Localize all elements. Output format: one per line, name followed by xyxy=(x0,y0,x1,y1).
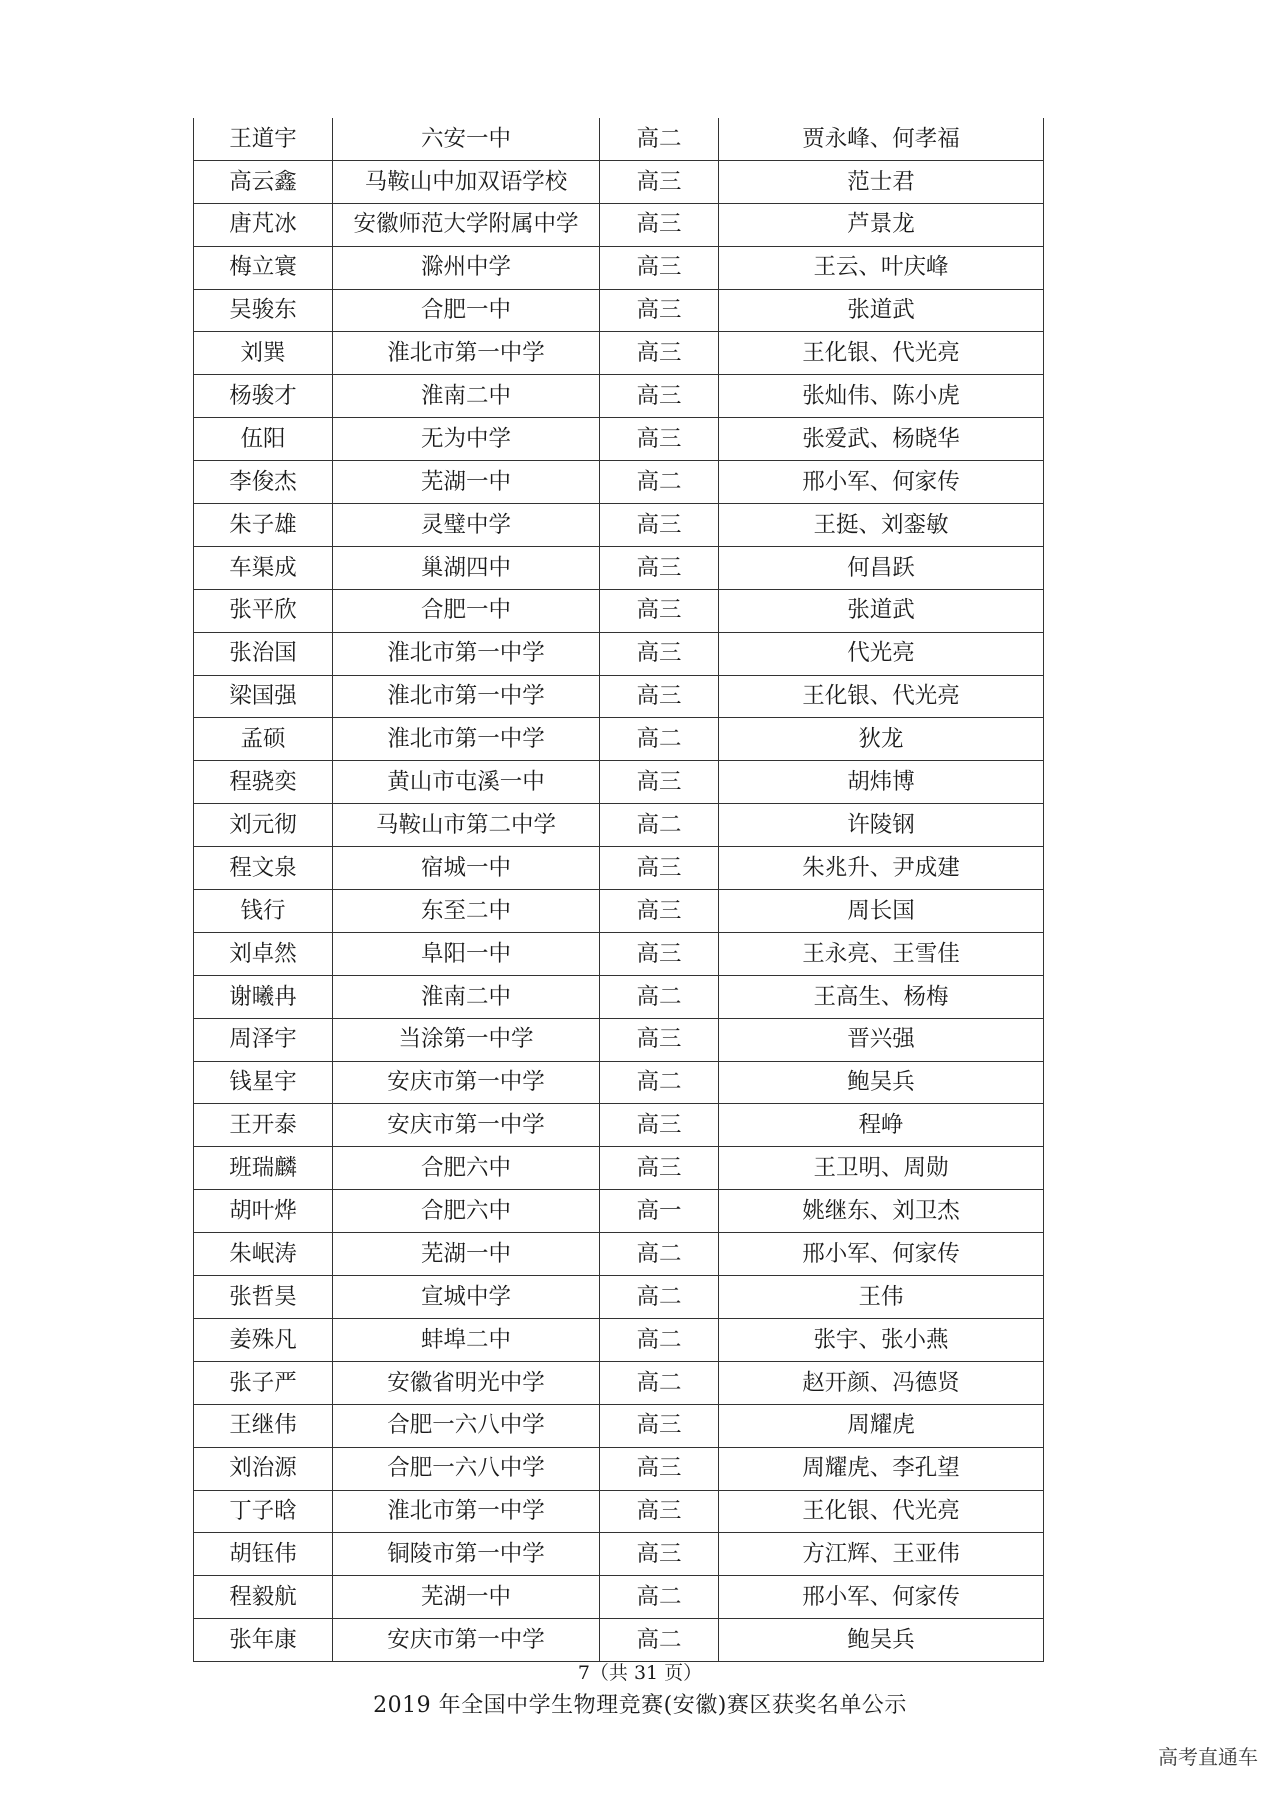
school-cell: 安庆市第一中学 xyxy=(333,1104,600,1147)
coach-cell: 赵开颜、冯德贤 xyxy=(719,1361,1044,1404)
grade-cell: 高三 xyxy=(600,1490,719,1533)
grade-cell: 高二 xyxy=(600,1619,719,1662)
grade-cell: 高二 xyxy=(600,1276,719,1319)
student-name-cell: 杨骏才 xyxy=(194,375,333,418)
school-cell: 淮北市第一中学 xyxy=(333,1490,600,1533)
grade-cell: 高二 xyxy=(600,1361,719,1404)
grade-cell: 高二 xyxy=(600,118,719,160)
award-roster-table xyxy=(193,118,1044,1662)
table-row xyxy=(194,1276,1044,1319)
table-row xyxy=(194,1404,1044,1447)
school-cell: 滁州中学 xyxy=(333,246,600,289)
school-cell: 安徽省明光中学 xyxy=(333,1361,600,1404)
grade-cell: 高三 xyxy=(600,675,719,718)
table-row xyxy=(194,118,1044,160)
grade-cell: 高三 xyxy=(600,203,719,246)
student-name-cell: 刘巽 xyxy=(194,332,333,375)
grade-cell: 高三 xyxy=(600,589,719,632)
coach-cell: 程峥 xyxy=(719,1104,1044,1147)
student-name-cell: 张平欣 xyxy=(194,589,333,632)
school-cell: 宣城中学 xyxy=(333,1276,600,1319)
student-name-cell: 吴骏东 xyxy=(194,289,333,332)
roster-body xyxy=(194,118,1044,1662)
grade-cell: 高二 xyxy=(600,718,719,761)
coach-cell: 晋兴强 xyxy=(719,1018,1044,1061)
coach-cell: 邢小军、何家传 xyxy=(719,461,1044,504)
grade-cell: 高二 xyxy=(600,1061,719,1104)
school-cell: 安徽师范大学附属中学 xyxy=(333,203,600,246)
student-name-cell: 朱子雄 xyxy=(194,504,333,547)
coach-cell: 鲍吴兵 xyxy=(719,1619,1044,1662)
grade-cell: 高二 xyxy=(600,1318,719,1361)
table-row xyxy=(194,632,1044,675)
grade-cell: 高二 xyxy=(600,1576,719,1619)
school-cell: 芜湖一中 xyxy=(333,1233,600,1276)
student-name-cell: 程骁奕 xyxy=(194,761,333,804)
table-row xyxy=(194,461,1044,504)
table-row xyxy=(194,1061,1044,1104)
table-row xyxy=(194,804,1044,847)
school-cell: 蚌埠二中 xyxy=(333,1318,600,1361)
school-cell: 铜陵市第一中学 xyxy=(333,1533,600,1576)
student-name-cell: 丁子晗 xyxy=(194,1490,333,1533)
school-cell: 合肥一六八中学 xyxy=(333,1404,600,1447)
student-name-cell: 王继伟 xyxy=(194,1404,333,1447)
student-name-cell: 王开泰 xyxy=(194,1104,333,1147)
grade-cell: 高三 xyxy=(600,546,719,589)
student-name-cell: 胡钰伟 xyxy=(194,1533,333,1576)
student-name-cell: 刘治源 xyxy=(194,1447,333,1490)
grade-cell: 高三 xyxy=(600,1018,719,1061)
grade-cell: 高三 xyxy=(600,1147,719,1190)
table-row xyxy=(194,246,1044,289)
table-row xyxy=(194,1233,1044,1276)
school-cell: 黄山市屯溪一中 xyxy=(333,761,600,804)
coach-cell: 邢小军、何家传 xyxy=(719,1233,1044,1276)
grade-cell: 高二 xyxy=(600,461,719,504)
watermark-text: 高考直通车 xyxy=(1158,1745,1258,1769)
coach-cell: 王化银、代光亮 xyxy=(719,332,1044,375)
coach-cell: 邢小军、何家传 xyxy=(719,1576,1044,1619)
grade-cell: 高三 xyxy=(600,761,719,804)
table-row xyxy=(194,1018,1044,1061)
table-row xyxy=(194,332,1044,375)
grade-cell: 高三 xyxy=(600,504,719,547)
school-cell: 无为中学 xyxy=(333,418,600,461)
table-row xyxy=(194,589,1044,632)
coach-cell: 方江辉、王亚伟 xyxy=(719,1533,1044,1576)
grade-cell: 高三 xyxy=(600,375,719,418)
coach-cell: 周耀虎、李孔望 xyxy=(719,1447,1044,1490)
student-name-cell: 梁国强 xyxy=(194,675,333,718)
school-cell: 马鞍山市第二中学 xyxy=(333,804,600,847)
table-row xyxy=(194,847,1044,890)
student-name-cell: 梅立寰 xyxy=(194,246,333,289)
grade-cell: 高三 xyxy=(600,847,719,890)
student-name-cell: 刘元彻 xyxy=(194,804,333,847)
table-row xyxy=(194,1147,1044,1190)
student-name-cell: 钱行 xyxy=(194,890,333,933)
coach-cell: 张道武 xyxy=(719,589,1044,632)
coach-cell: 王卫明、周勋 xyxy=(719,1147,1044,1190)
table-row xyxy=(194,761,1044,804)
school-cell: 淮南二中 xyxy=(333,975,600,1018)
coach-cell: 张爱武、杨晓华 xyxy=(719,418,1044,461)
school-cell: 淮北市第一中学 xyxy=(333,632,600,675)
student-name-cell: 王道宇 xyxy=(194,118,333,160)
school-cell: 安庆市第一中学 xyxy=(333,1619,600,1662)
school-cell: 芜湖一中 xyxy=(333,1576,600,1619)
coach-cell: 芦景龙 xyxy=(719,203,1044,246)
table-row xyxy=(194,1318,1044,1361)
school-cell: 安庆市第一中学 xyxy=(333,1061,600,1104)
coach-cell: 朱兆升、尹成建 xyxy=(719,847,1044,890)
school-cell: 淮北市第一中学 xyxy=(333,718,600,761)
coach-cell: 王伟 xyxy=(719,1276,1044,1319)
table-row xyxy=(194,1104,1044,1147)
school-cell: 芜湖一中 xyxy=(333,461,600,504)
grade-cell: 高三 xyxy=(600,246,719,289)
table-row xyxy=(194,203,1044,246)
table-row xyxy=(194,160,1044,203)
school-cell: 合肥一中 xyxy=(333,589,600,632)
table-row xyxy=(194,546,1044,589)
document-title: 2019 年全国中学生物理竞赛(安徽)赛区获奖名单公示 xyxy=(373,1693,907,1718)
student-name-cell: 朱岷涛 xyxy=(194,1233,333,1276)
grade-cell: 高三 xyxy=(600,1447,719,1490)
student-name-cell: 刘卓然 xyxy=(194,932,333,975)
table-row xyxy=(194,1490,1044,1533)
coach-cell: 狄龙 xyxy=(719,718,1044,761)
coach-cell: 张宇、张小燕 xyxy=(719,1318,1044,1361)
table-row xyxy=(194,418,1044,461)
table-row xyxy=(194,1576,1044,1619)
grade-cell: 高二 xyxy=(600,975,719,1018)
school-cell: 淮南二中 xyxy=(333,375,600,418)
table-row xyxy=(194,718,1044,761)
grade-cell: 高三 xyxy=(600,1404,719,1447)
coach-cell: 何昌跃 xyxy=(719,546,1044,589)
school-cell: 合肥六中 xyxy=(333,1147,600,1190)
grade-cell: 高三 xyxy=(600,890,719,933)
school-cell: 巢湖四中 xyxy=(333,546,600,589)
school-cell: 淮北市第一中学 xyxy=(333,675,600,718)
table-row xyxy=(194,975,1044,1018)
school-cell: 东至二中 xyxy=(333,890,600,933)
school-cell: 六安一中 xyxy=(333,118,600,160)
student-name-cell: 胡叶烨 xyxy=(194,1190,333,1233)
table-row xyxy=(194,675,1044,718)
table-row xyxy=(194,890,1044,933)
school-cell: 阜阳一中 xyxy=(333,932,600,975)
school-cell: 当涂第一中学 xyxy=(333,1018,600,1061)
student-name-cell: 张年康 xyxy=(194,1619,333,1662)
table-row xyxy=(194,375,1044,418)
school-cell: 合肥一中 xyxy=(333,289,600,332)
coach-cell: 许陵钢 xyxy=(719,804,1044,847)
coach-cell: 王永亮、王雪佳 xyxy=(719,932,1044,975)
table-row xyxy=(194,289,1044,332)
school-cell: 合肥一六八中学 xyxy=(333,1447,600,1490)
table-row xyxy=(194,932,1044,975)
student-name-cell: 伍阳 xyxy=(194,418,333,461)
coach-cell: 姚继东、刘卫杰 xyxy=(719,1190,1044,1233)
grade-cell: 高三 xyxy=(600,160,719,203)
coach-cell: 鲍吴兵 xyxy=(719,1061,1044,1104)
coach-cell: 王挺、刘銮敏 xyxy=(719,504,1044,547)
coach-cell: 范士君 xyxy=(719,160,1044,203)
table-row xyxy=(194,1619,1044,1662)
coach-cell: 贾永峰、何孝福 xyxy=(719,118,1044,160)
student-name-cell: 张子严 xyxy=(194,1361,333,1404)
student-name-cell: 钱星宇 xyxy=(194,1061,333,1104)
grade-cell: 高三 xyxy=(600,289,719,332)
table-row xyxy=(194,1361,1044,1404)
grade-cell: 高三 xyxy=(600,418,719,461)
student-name-cell: 程毅航 xyxy=(194,1576,333,1619)
coach-cell: 王化银、代光亮 xyxy=(719,1490,1044,1533)
table-row xyxy=(194,1190,1044,1233)
page-number: 7（共 31 页） xyxy=(577,1662,703,1684)
student-name-cell: 李俊杰 xyxy=(194,461,333,504)
student-name-cell: 张治国 xyxy=(194,632,333,675)
grade-cell: 高三 xyxy=(600,1533,719,1576)
student-name-cell: 唐芃冰 xyxy=(194,203,333,246)
school-cell: 合肥六中 xyxy=(333,1190,600,1233)
grade-cell: 高三 xyxy=(600,632,719,675)
student-name-cell: 张哲昊 xyxy=(194,1276,333,1319)
table-row xyxy=(194,504,1044,547)
student-name-cell: 程文泉 xyxy=(194,847,333,890)
coach-cell: 周耀虎 xyxy=(719,1404,1044,1447)
grade-cell: 高三 xyxy=(600,932,719,975)
coach-cell: 王化银、代光亮 xyxy=(719,675,1044,718)
student-name-cell: 班瑞麟 xyxy=(194,1147,333,1190)
school-cell: 宿城一中 xyxy=(333,847,600,890)
student-name-cell: 车渠成 xyxy=(194,546,333,589)
grade-cell: 高二 xyxy=(600,1233,719,1276)
table-row xyxy=(194,1533,1044,1576)
coach-cell: 代光亮 xyxy=(719,632,1044,675)
school-cell: 灵璧中学 xyxy=(333,504,600,547)
school-cell: 淮北市第一中学 xyxy=(333,332,600,375)
student-name-cell: 谢曦冉 xyxy=(194,975,333,1018)
grade-cell: 高二 xyxy=(600,804,719,847)
student-name-cell: 高云鑫 xyxy=(194,160,333,203)
student-name-cell: 姜殊凡 xyxy=(194,1318,333,1361)
coach-cell: 周长国 xyxy=(719,890,1044,933)
coach-cell: 王高生、杨梅 xyxy=(719,975,1044,1018)
coach-cell: 张灿伟、陈小虎 xyxy=(719,375,1044,418)
coach-cell: 张道武 xyxy=(719,289,1044,332)
coach-cell: 王云、叶庆峰 xyxy=(719,246,1044,289)
school-cell: 马鞍山中加双语学校 xyxy=(333,160,600,203)
table-row xyxy=(194,1447,1044,1490)
student-name-cell: 周泽宇 xyxy=(194,1018,333,1061)
coach-cell: 胡炜博 xyxy=(719,761,1044,804)
grade-cell: 高一 xyxy=(600,1190,719,1233)
grade-cell: 高三 xyxy=(600,1104,719,1147)
student-name-cell: 孟硕 xyxy=(194,718,333,761)
grade-cell: 高三 xyxy=(600,332,719,375)
